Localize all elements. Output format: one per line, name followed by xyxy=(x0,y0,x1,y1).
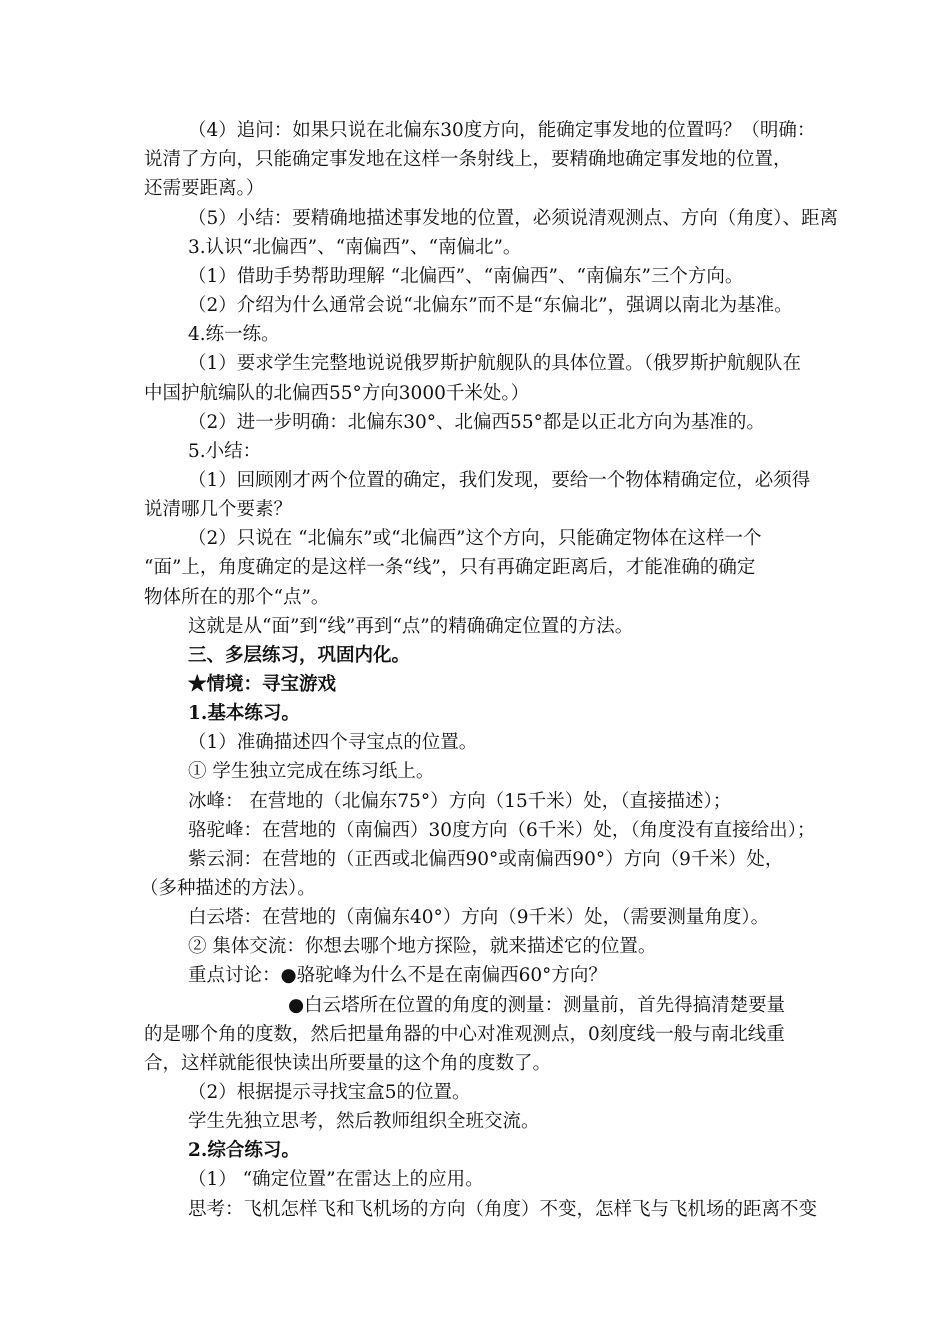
text-line: 中国护航编队的北偏西55°方向3000千米处。） xyxy=(144,383,530,404)
text-line: 说清了方向，只能确定事发地在这样一条射线上，要精确地确定事发地的位置， xyxy=(144,149,792,170)
text-line: 4.练一练。 xyxy=(188,324,280,345)
text-line: （2）只说在 “北偏东”或“北偏西”这个方向，只能确定物体在这样一个 xyxy=(188,528,762,549)
text-line: （多种描述的方法）。 xyxy=(140,878,316,899)
text-line: （1）准确描述四个寻宝点的位置。 xyxy=(188,732,478,753)
text-line: 这就是从“面”到“线”再到“点”的精确确定位置的方法。 xyxy=(188,616,634,637)
text-line: “面”上，角度确定的是这样一条“线”，只有再确定距离后，才能准确的确定 xyxy=(144,557,756,578)
text-line: （1）回顾刚才两个位置的确定，我们发现，要给一个物体精确定位，必须得 xyxy=(188,470,811,491)
text-line: （2）介绍为什么通常会说“北偏东”而不是“东偏北”，强调以南北为基准。 xyxy=(188,295,793,316)
text-line: 还需要距离。） xyxy=(144,178,265,199)
text-line: 重点讨论：●骆驼峰为什么不是在南偏西60°方向？ xyxy=(188,965,607,986)
text-line: （2）根据提示寻找宝盒5的位置。 xyxy=(188,1082,471,1103)
text-line: ② 集体交流：你想去哪个地方探险，就来描述它的位置。 xyxy=(188,936,657,957)
text-line: 紫云洞：在营地的（正西或北偏西90°或南偏西90°）方向（9千米）处， xyxy=(188,849,784,870)
text-line: 思考：飞机怎样飞和飞机场的方向（角度）不变，怎样飞与飞机场的距离不变 xyxy=(188,1199,818,1220)
text-line: （1）要求学生完整地说说俄罗斯护航舰队的具体位置。（俄罗斯护航舰队在 xyxy=(188,353,802,374)
text-line: 5.小结： xyxy=(188,441,262,462)
text-line: ●白云塔所在位置的角度的测量：测量前，首先得搞清楚要量 xyxy=(288,995,786,1016)
text-line: 的是哪个角的度数，然后把量角器的中心对准观测点，0刻度线一般与南北线重 xyxy=(144,1024,785,1045)
text-line: （5）小结：要精确地描述事发地的位置，必须说清观测点、方向（角度）、距离 xyxy=(188,208,839,229)
text-line: （1）借助手势帮助理解 “北偏西”、“南偏西”、“南偏东”三个方向。 xyxy=(188,266,744,287)
text-line: 骆驼峰：在营地的（南偏西）30度方向（6千米）处，（角度没有直接给出）； xyxy=(188,820,816,841)
text-line: 物体所在的那个“点”。 xyxy=(144,587,330,608)
text-line: 说清哪几个要素？ xyxy=(144,499,293,520)
text-line: （2）进一步明确：北偏东30°、北偏西55°都是以正北方向为基准的。 xyxy=(188,412,765,433)
subheading: 2.综合练习。 xyxy=(188,1140,300,1161)
text-line: 白云塔：在营地的（南偏东40°）方向（9千米）处，（需要测量角度）。 xyxy=(188,907,770,928)
text-line: 学生先独立思考，然后教师组织全班交流。 xyxy=(188,1111,540,1132)
text-line: 合，这样就能很快读出所要量的这个角的度数了。 xyxy=(144,1053,552,1074)
subheading: 1.基本练习。 xyxy=(188,703,300,724)
text-line: （4）追问：如果只说在北偏东30度方向，能确定事发地的位置吗？（明确： xyxy=(188,120,816,141)
subheading: ★情境：寻宝游戏 xyxy=(188,674,337,695)
text-line: 3.认识“北偏西”、“南偏西”、“南偏北”。 xyxy=(188,237,522,258)
text-line: （1） “确定位置”在雷达上的应用。 xyxy=(188,1169,484,1190)
section-heading: 三、多层练习，巩固内化。 xyxy=(188,645,411,666)
text-line: 冰峰： 在营地的（北偏东75°）方向（15千米）处，（直接描述）； xyxy=(188,791,732,812)
text-line: ① 学生独立完成在练习纸上。 xyxy=(188,761,435,782)
